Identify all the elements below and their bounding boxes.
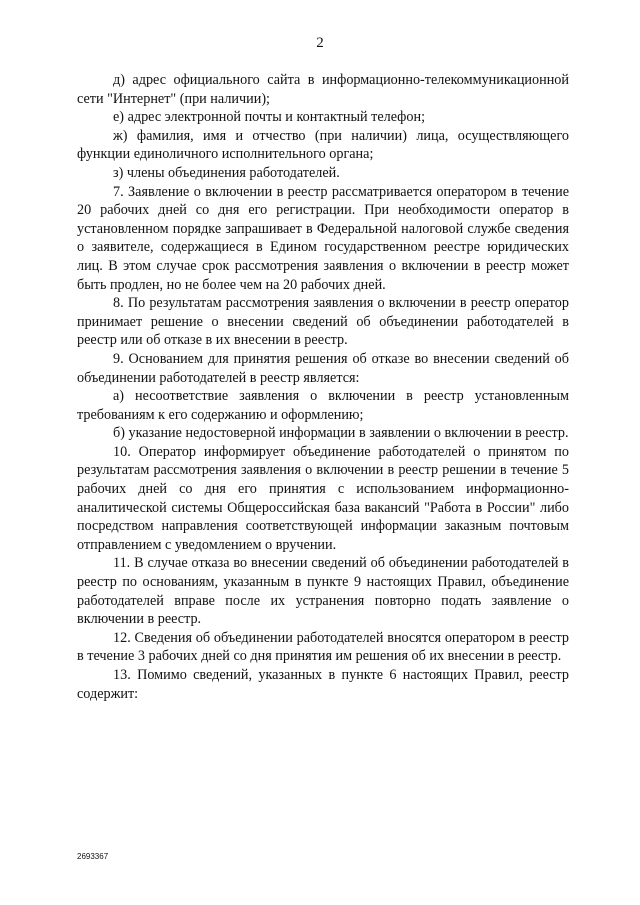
paragraph-clause-8: 8. По результатам рассмотрения заявления о включении в реестр оператор принимает решение о внесении сведений об объединении работодателей в реестр или об отказе в их внесении в реестр. [77,295,569,349]
paragraph-clause-9-b: б) указание недостоверной информации в заявлении о включении в реестр. [113,425,569,442]
paragraph-clause-11: 11. В случае отказа во внесении сведений об объединении работодателей в реестр по основаниям, указанным в пункте 9 настоящих Правил, объединение работодателей вправе после их устранения повторно подать заявление о включении в реестр. [77,555,569,628]
paragraph-clause-7: 7. Заявление о включении в реестр рассматривается оператором в течение 20 рабочих дней со дня его регистрации. При необходимости оператор в установленном порядке запрашивает в Федеральной налоговой службе сведения о заявителе, содержащиеся в Едином государственном реестре юридических лиц. В этом случае срок рассмотрения заявления о включении в реестр может быть продлен, но не более чем на 20 рабочих дней. [77,183,569,293]
paragraph-item-e: е) адрес электронной почты и контактный телефон; [113,109,426,126]
paragraph-item-z: з) члены объединения работодателей. [113,164,340,181]
paragraph-clause-12: 12. Сведения об объединении работодателей вносятся оператором в реестр в течение 3 рабочих дней со дня принятия им решения об их внесении в реестр. [77,629,569,665]
page-number: 2 [316,35,324,51]
paragraph-clause-9-a: а) несоответствие заявления о включении в реестр установленным требованиям к его содержанию и оформлению; [77,388,569,423]
paragraph-item-zh: ж) фамилия, имя и отчество (при наличии) лица, осуществляющего функции единоличного исполнительного органа; [77,127,569,163]
paragraph-clause-9: 9. Основанием для принятия решения об отказе во внесении сведений об объединении работодателей в реестр является: [77,350,569,386]
paragraph-item-d: д) адрес официального сайта в информационно-телекоммуникационной сети "Интернет" (при наличии); [77,72,569,107]
paragraph-clause-10: 10. Оператор информирует объединение работодателей о принятом по результатам рассмотрения заявления о включении в реестр решении в течение 5 рабочих дней со дня его принятия с использованием информационно-аналитической системы Общероссийская база вакансий "Работа в России" либо посредством направления соответствующей информации заказным почтовым отправлением с уведомлением о вручении. [77,443,569,553]
document-body [77,71,569,703]
paragraph-clause-13: 13. Помимо сведений, указанных в пункте 6 настоящих Правил, реестр содержит: [77,667,569,702]
document-code: 2693367 [77,852,109,861]
